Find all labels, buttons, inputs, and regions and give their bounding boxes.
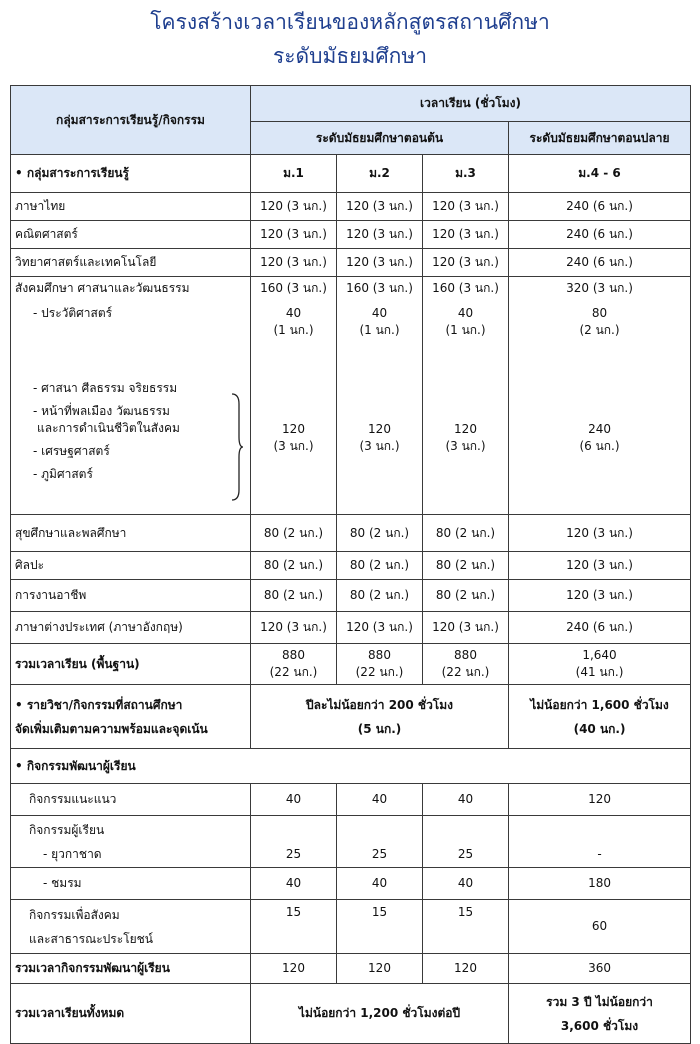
header-time: เวลาเรียน (ชั่วโมง)	[251, 86, 691, 122]
club-label: - ชมรม	[11, 868, 251, 900]
cell-m46: 240 (6 นก.)	[509, 249, 691, 277]
spacer	[427, 297, 504, 305]
cell-m1	[251, 277, 337, 515]
header-group: กลุ่มสาระการเรียนรู้/กิจกรรม	[11, 86, 251, 155]
cell-m46: -	[509, 816, 691, 868]
dev-total-label: รวมเวลากิจกรรมพัฒนาผู้เรียน	[11, 954, 251, 984]
social-activity-line2: และสาธารณะประโยชน์	[29, 931, 154, 946]
cell-m3	[423, 277, 509, 515]
value-main: 160 (3 นก.)	[346, 281, 413, 295]
section-learning-row	[11, 155, 691, 193]
dev-total-row	[11, 954, 691, 984]
subject-name: สังคมศึกษา ศาสนาและวัฒนธรรม	[15, 281, 190, 295]
col-m46: ม.4 - 6	[509, 155, 691, 193]
activity-name	[11, 900, 251, 954]
cell-m3: 25	[423, 816, 509, 868]
cell-m3: 120 (3 นก.)	[423, 193, 509, 221]
value-history-credit: (1 นก.)	[359, 323, 400, 337]
value-hours: 880	[368, 648, 391, 662]
value-group-credit: (3 นก.)	[273, 439, 314, 453]
basic-total-label: รวมเวลาเรียน (พื้นฐาน)	[11, 644, 251, 685]
table-row	[11, 552, 691, 580]
cell-m1	[251, 644, 337, 685]
cell-m46: 120 (3 นก.)	[509, 515, 691, 552]
section-activities: • กิจกรรมพัฒนาผู้เรียน	[11, 749, 691, 784]
basic-total-row	[11, 644, 691, 685]
subject-name: คณิตศาสตร์	[11, 221, 251, 249]
header-lower: ระดับมัธยมศึกษาตอนต้น	[251, 122, 509, 155]
additional-label-line1: • รายวิชา/กิจกรรมที่สถานศึกษา	[15, 697, 183, 712]
value-hours: 1,640	[582, 648, 617, 662]
cell-m1: 80 (2 นก.)	[251, 515, 337, 552]
additional-label	[11, 685, 251, 749]
cell-m3: 40	[423, 784, 509, 816]
value-credits: (22 นก.)	[269, 665, 318, 679]
cell-m2: 80 (2 นก.)	[337, 552, 423, 580]
additional-upper	[509, 685, 691, 749]
table-row	[11, 221, 691, 249]
student-activity-row	[11, 816, 691, 868]
sub-subject: - เศรษฐศาสตร์	[33, 444, 110, 458]
value-history: 40	[371, 306, 388, 320]
value-hours: 880	[282, 648, 305, 662]
cell-m3: 80 (2 นก.)	[423, 515, 509, 552]
cell-m46: 180	[509, 868, 691, 900]
activity-name: กิจกรรมแนะแนว	[11, 784, 251, 816]
grand-total-row	[11, 984, 691, 1044]
table-row	[11, 515, 691, 552]
cell-m1: 80 (2 นก.)	[251, 580, 337, 612]
header-row-1	[11, 86, 691, 122]
value-history-credit: (1 นก.)	[445, 323, 486, 337]
scout-label: - ยุวกาชาด	[43, 846, 102, 861]
table-row	[11, 249, 691, 277]
cell-m3: 80 (2 นก.)	[423, 580, 509, 612]
cell-m46: 120 (3 นก.)	[509, 552, 691, 580]
value-main: 320 (3 นก.)	[566, 281, 633, 295]
value-group-credit: (3 นก.)	[445, 439, 486, 453]
activity-name	[11, 816, 251, 868]
cell-m2: 120 (3 นก.)	[337, 612, 423, 644]
spacer	[341, 297, 418, 305]
cell-m3	[423, 644, 509, 685]
header-upper: ระดับมัธยมศึกษาตอนปลาย	[509, 122, 691, 155]
spacer	[15, 297, 246, 305]
sub-subject: - ภูมิศาสตร์	[33, 467, 93, 481]
page-subtitle: ระดับมัธยมศึกษา	[272, 44, 427, 68]
value-group: 240	[588, 422, 611, 436]
page-title: โครงสร้างเวลาเรียนของหลักสูตรสถานศึกษา	[150, 10, 550, 34]
cell-m2: 80 (2 นก.)	[337, 580, 423, 612]
cell-m3: 120 (3 นก.)	[423, 612, 509, 644]
value-history: 80	[591, 306, 608, 320]
cell-m2: 120 (3 นก.)	[337, 249, 423, 277]
cell-m46: 240 (6 นก.)	[509, 193, 691, 221]
grand-total-label: รวมเวลาเรียนทั้งหมด	[11, 984, 251, 1044]
cell-m46: 240 (6 นก.)	[509, 221, 691, 249]
value-group: 120	[368, 422, 391, 436]
cell-m1: 25	[251, 816, 337, 868]
cell-m46: 60	[509, 900, 691, 954]
social-activity-row	[11, 900, 691, 954]
spacer	[513, 297, 686, 305]
social-studies-box	[15, 280, 246, 483]
cell-m2: 40	[337, 784, 423, 816]
sub-subject-history: - ประวัติศาสตร์	[33, 306, 113, 320]
value-group-credit: (6 นก.)	[579, 439, 620, 453]
cell-m1: 120	[251, 954, 337, 984]
col-m2: ม.2	[337, 155, 423, 193]
additional-lower-line1: ปีละไม่น้อยกว่า 200 ชั่วโมง	[305, 697, 454, 712]
value-main: 160 (3 นก.)	[432, 281, 499, 295]
cell-m2: 15	[337, 900, 423, 954]
cell-m46: 120	[509, 784, 691, 816]
col-m3: ม.3	[423, 155, 509, 193]
value-history-credit: (1 นก.)	[273, 323, 314, 337]
cell-m3: 40	[423, 868, 509, 900]
cell-m2	[337, 644, 423, 685]
value-history-credit: (2 นก.)	[579, 323, 620, 337]
social-studies-row	[11, 277, 691, 515]
subject-name: ศิลปะ	[11, 552, 251, 580]
cell-m46: 360	[509, 954, 691, 984]
spacer	[15, 322, 246, 380]
cell-m2: 120 (3 นก.)	[337, 221, 423, 249]
cell-m1: 15	[251, 900, 337, 954]
cell-m2: 120 (3 นก.)	[337, 193, 423, 221]
cell-m2: 25	[337, 816, 423, 868]
cell-m3: 120 (3 นก.)	[423, 249, 509, 277]
cell-m2: 40	[337, 868, 423, 900]
value-group-credit: (3 นก.)	[359, 439, 400, 453]
cell-m2: 120	[337, 954, 423, 984]
spacer	[255, 297, 332, 305]
table-row	[11, 193, 691, 221]
section-activities-row	[11, 749, 691, 784]
additional-upper-line2: (40 นก.)	[573, 721, 626, 736]
grand-total-lower: ไม่น้อยกว่า 1,200 ชั่วโมงต่อปี	[251, 984, 509, 1044]
brace-icon	[230, 392, 244, 502]
table-row	[11, 868, 691, 900]
time-structure-table	[10, 85, 691, 1044]
additional-lower	[251, 685, 509, 749]
value-history: 40	[457, 306, 474, 320]
grand-total-upper	[509, 984, 691, 1044]
spacer	[427, 339, 504, 421]
cell-m1: 40	[251, 784, 337, 816]
subject-name: ภาษาไทย	[11, 193, 251, 221]
grand-total-upper-line1: รวม 3 ปี ไม่น้อยกว่า	[546, 994, 653, 1009]
cell-m3: 120 (3 นก.)	[423, 221, 509, 249]
cell-m46	[509, 644, 691, 685]
subject-name: การงานอาชีพ	[11, 580, 251, 612]
table-row	[11, 612, 691, 644]
value-main: 160 (3 นก.)	[260, 281, 327, 295]
grand-total-upper-line2: 3,600 ชั่วโมง	[560, 1018, 639, 1033]
table-row	[11, 580, 691, 612]
additional-row	[11, 685, 691, 749]
cell-m1: 120 (3 นก.)	[251, 612, 337, 644]
cell-m3: 120	[423, 954, 509, 984]
sub-subject: - ศาสนา ศีลธรรม จริยธรรม	[33, 381, 178, 395]
additional-upper-line1: ไม่น้อยกว่า 1,600 ชั่วโมง	[530, 697, 669, 712]
cell-m2: 80 (2 นก.)	[337, 515, 423, 552]
cell-m46: 240 (6 นก.)	[509, 612, 691, 644]
student-activity-label: กิจกรรมผู้เรียน	[29, 822, 105, 837]
section-learning: • กลุ่มสาระการเรียนรู้	[11, 155, 251, 193]
social-studies-cell	[11, 277, 251, 515]
social-activity-line1: กิจกรรมเพื่อสังคม	[29, 907, 120, 922]
value-group: 120	[454, 422, 477, 436]
cell-m46	[509, 277, 691, 515]
value-history: 40	[285, 306, 302, 320]
cell-m1: 120 (3 นก.)	[251, 193, 337, 221]
sub-subject: และการดำเนินชีวิตในสังคม	[37, 421, 180, 435]
value-group: 120	[282, 422, 305, 436]
cell-m3: 15	[423, 900, 509, 954]
spacer	[513, 339, 686, 421]
subject-name: ภาษาต่างประเทศ (ภาษาอังกฤษ)	[11, 612, 251, 644]
col-m1: ม.1	[251, 155, 337, 193]
cell-m1: 120 (3 นก.)	[251, 249, 337, 277]
subject-name: วิทยาศาสตร์และเทคโนโลยี	[11, 249, 251, 277]
sub-subject: - หน้าที่พลเมือง วัฒนธรรม	[33, 404, 170, 418]
additional-lower-line2: (5 นก.)	[357, 721, 402, 736]
value-credits: (41 นก.)	[575, 665, 624, 679]
value-hours: 880	[454, 648, 477, 662]
subject-name: สุขศึกษาและพลศึกษา	[11, 515, 251, 552]
additional-label-line2: จัดเพิ่มเติมตามความพร้อมและจุดเน้น	[15, 721, 208, 736]
spacer	[341, 339, 418, 421]
spacer	[255, 339, 332, 421]
table-row	[11, 784, 691, 816]
value-credits: (22 นก.)	[355, 665, 404, 679]
cell-m1: 80 (2 นก.)	[251, 552, 337, 580]
cell-m3: 80 (2 นก.)	[423, 552, 509, 580]
cell-m1: 120 (3 นก.)	[251, 221, 337, 249]
cell-m2	[337, 277, 423, 515]
cell-m1: 40	[251, 868, 337, 900]
cell-m46: 120 (3 นก.)	[509, 580, 691, 612]
value-credits: (22 นก.)	[441, 665, 490, 679]
